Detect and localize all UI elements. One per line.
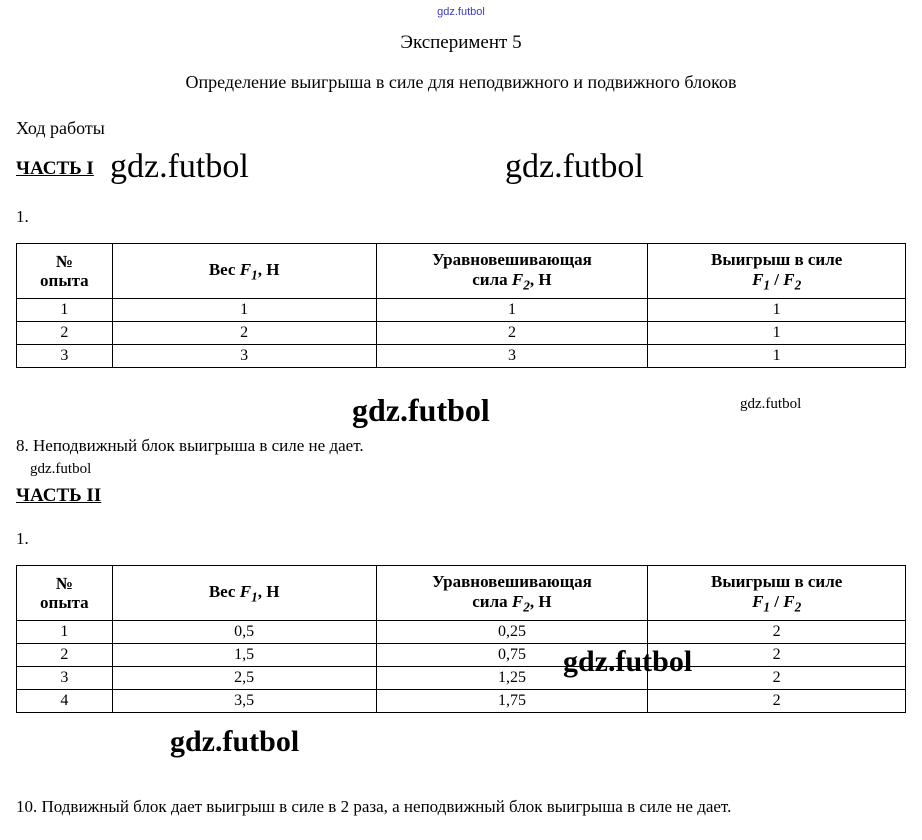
statement-10: 10. Подвижный блок дает выигрыш в силе в 2 раза, а неподвижный блок выигрыша в силе не дает. [16, 797, 732, 816]
section-label-procedure: Ход работы [16, 118, 105, 138]
cell-f1: 1 [112, 299, 376, 322]
table-head [17, 566, 906, 621]
page-subtitle: Определение выигрыша в силе для неподвижного и подвижного блоков [185, 72, 737, 92]
cell-f1: 3,5 [112, 690, 376, 713]
header-weight-sub: 1 [251, 589, 258, 605]
cell-number: 1 [17, 621, 113, 644]
cell-f2: 1,75 [376, 690, 648, 713]
table-header-row [17, 566, 906, 621]
header-gain-sub1: 1 [763, 276, 771, 292]
table-row [17, 299, 906, 322]
header-balancing-suffix: , Н [529, 269, 552, 289]
table-head [17, 244, 906, 299]
results-table-part2 [16, 565, 906, 713]
header-number-word: опыта [40, 271, 89, 291]
watermark-top: gdz.futbol [437, 6, 485, 18]
header-gain-sub2: 2 [794, 598, 802, 614]
header-gain-sub1: 1 [763, 598, 771, 614]
header-number-symbol: № [55, 251, 73, 271]
header-weight-var: F [239, 259, 252, 279]
cell-f1: 3 [112, 345, 376, 368]
header-weight-suffix: , Н [257, 581, 280, 601]
page-title: Эксперимент 5 [400, 32, 522, 53]
part-2-heading: ЧАСТЬ II [16, 485, 102, 506]
header-balancing-line1: Уравновешивающая [432, 250, 592, 269]
cell-f1: 0,5 [112, 621, 376, 644]
cell-f2: 2 [376, 322, 648, 345]
header-gain-slash: / [770, 591, 784, 611]
table-body [17, 299, 906, 368]
header-balancing-prefix: сила [472, 269, 512, 289]
header-gain-sub2: 2 [794, 276, 802, 292]
header-weight-prefix: Вес [208, 581, 240, 601]
header-balancing-suffix: , Н [529, 591, 552, 611]
header-weight-sub: 1 [251, 267, 258, 283]
header-balancing-sub: 2 [523, 276, 530, 292]
watermark-overlay: gdz.futbol [170, 725, 300, 758]
cell-ratio: 2 [648, 644, 906, 667]
item-number-part2: 1. [16, 529, 29, 548]
header-number-word: опыта [40, 593, 89, 613]
item-number-part1: 1. [16, 207, 29, 226]
header-gain-var1: F [752, 269, 764, 289]
cell-f2: 0,75 [376, 644, 648, 667]
table-row [17, 644, 906, 667]
header-experiment-number [17, 244, 113, 299]
cell-f1: 2 [112, 322, 376, 345]
cell-ratio: 1 [648, 322, 906, 345]
cell-number: 1 [17, 299, 113, 322]
header-gain-line1: Выигрыш в силе [710, 250, 843, 269]
watermark-overlay: gdz.futbol [505, 148, 644, 185]
cell-number: 2 [17, 644, 113, 667]
part-1-heading: ЧАСТЬ I [16, 158, 94, 179]
watermark-overlay: gdz.futbol [110, 148, 249, 185]
header-balancing-var: F [511, 591, 524, 611]
header-weight-var: F [239, 581, 252, 601]
watermark-overlay: gdz.futbol [740, 396, 802, 412]
header-gain-line1: Выигрыш в силе [710, 572, 843, 591]
statement-8: 8. Неподвижный блок выигрыша в силе не дает. [16, 436, 364, 455]
header-gain-var2: F [783, 591, 795, 611]
cell-number: 4 [17, 690, 113, 713]
header-gain-slash: / [770, 269, 784, 289]
table-header-row [17, 244, 906, 299]
header-force-gain [648, 566, 906, 621]
cell-f2: 1,25 [376, 667, 648, 690]
header-balancing-line1: Уравновешивающая [432, 572, 592, 591]
watermark-overlay: gdz.futbol [563, 645, 693, 678]
cell-ratio: 1 [648, 299, 906, 322]
cell-number: 2 [17, 322, 113, 345]
cell-ratio: 2 [648, 621, 906, 644]
cell-ratio: 2 [648, 667, 906, 690]
cell-ratio: 2 [648, 690, 906, 713]
header-balancing-prefix: сила [472, 591, 512, 611]
header-balancing-force-f2 [376, 244, 648, 299]
header-balancing-var: F [511, 269, 524, 289]
header-balancing-sub: 2 [523, 598, 530, 614]
watermark-overlay: gdz.futbol [352, 392, 490, 428]
table-row [17, 322, 906, 345]
header-weight-f1 [112, 244, 376, 299]
header-weight-f1 [112, 566, 376, 621]
cell-f2: 3 [376, 345, 648, 368]
header-balancing-force-f2 [376, 566, 648, 621]
cell-f1: 1,5 [112, 644, 376, 667]
header-experiment-number [17, 566, 113, 621]
table-row [17, 621, 906, 644]
cell-f2: 0,25 [376, 621, 648, 644]
table-row [17, 690, 906, 713]
cell-f1: 2,5 [112, 667, 376, 690]
header-weight-suffix: , Н [257, 259, 280, 279]
cell-ratio: 1 [648, 345, 906, 368]
table-row [17, 667, 906, 690]
cell-f2: 1 [376, 299, 648, 322]
header-number-symbol: № [55, 573, 73, 593]
header-gain-var1: F [752, 591, 764, 611]
header-weight-prefix: Вес [208, 259, 240, 279]
table-row [17, 345, 906, 368]
watermark-overlay: gdz.futbol [30, 461, 92, 477]
cell-number: 3 [17, 667, 113, 690]
table-body [17, 621, 906, 713]
results-table-part1 [16, 243, 906, 368]
cell-number: 3 [17, 345, 113, 368]
header-gain-var2: F [783, 269, 795, 289]
header-force-gain [648, 244, 906, 299]
